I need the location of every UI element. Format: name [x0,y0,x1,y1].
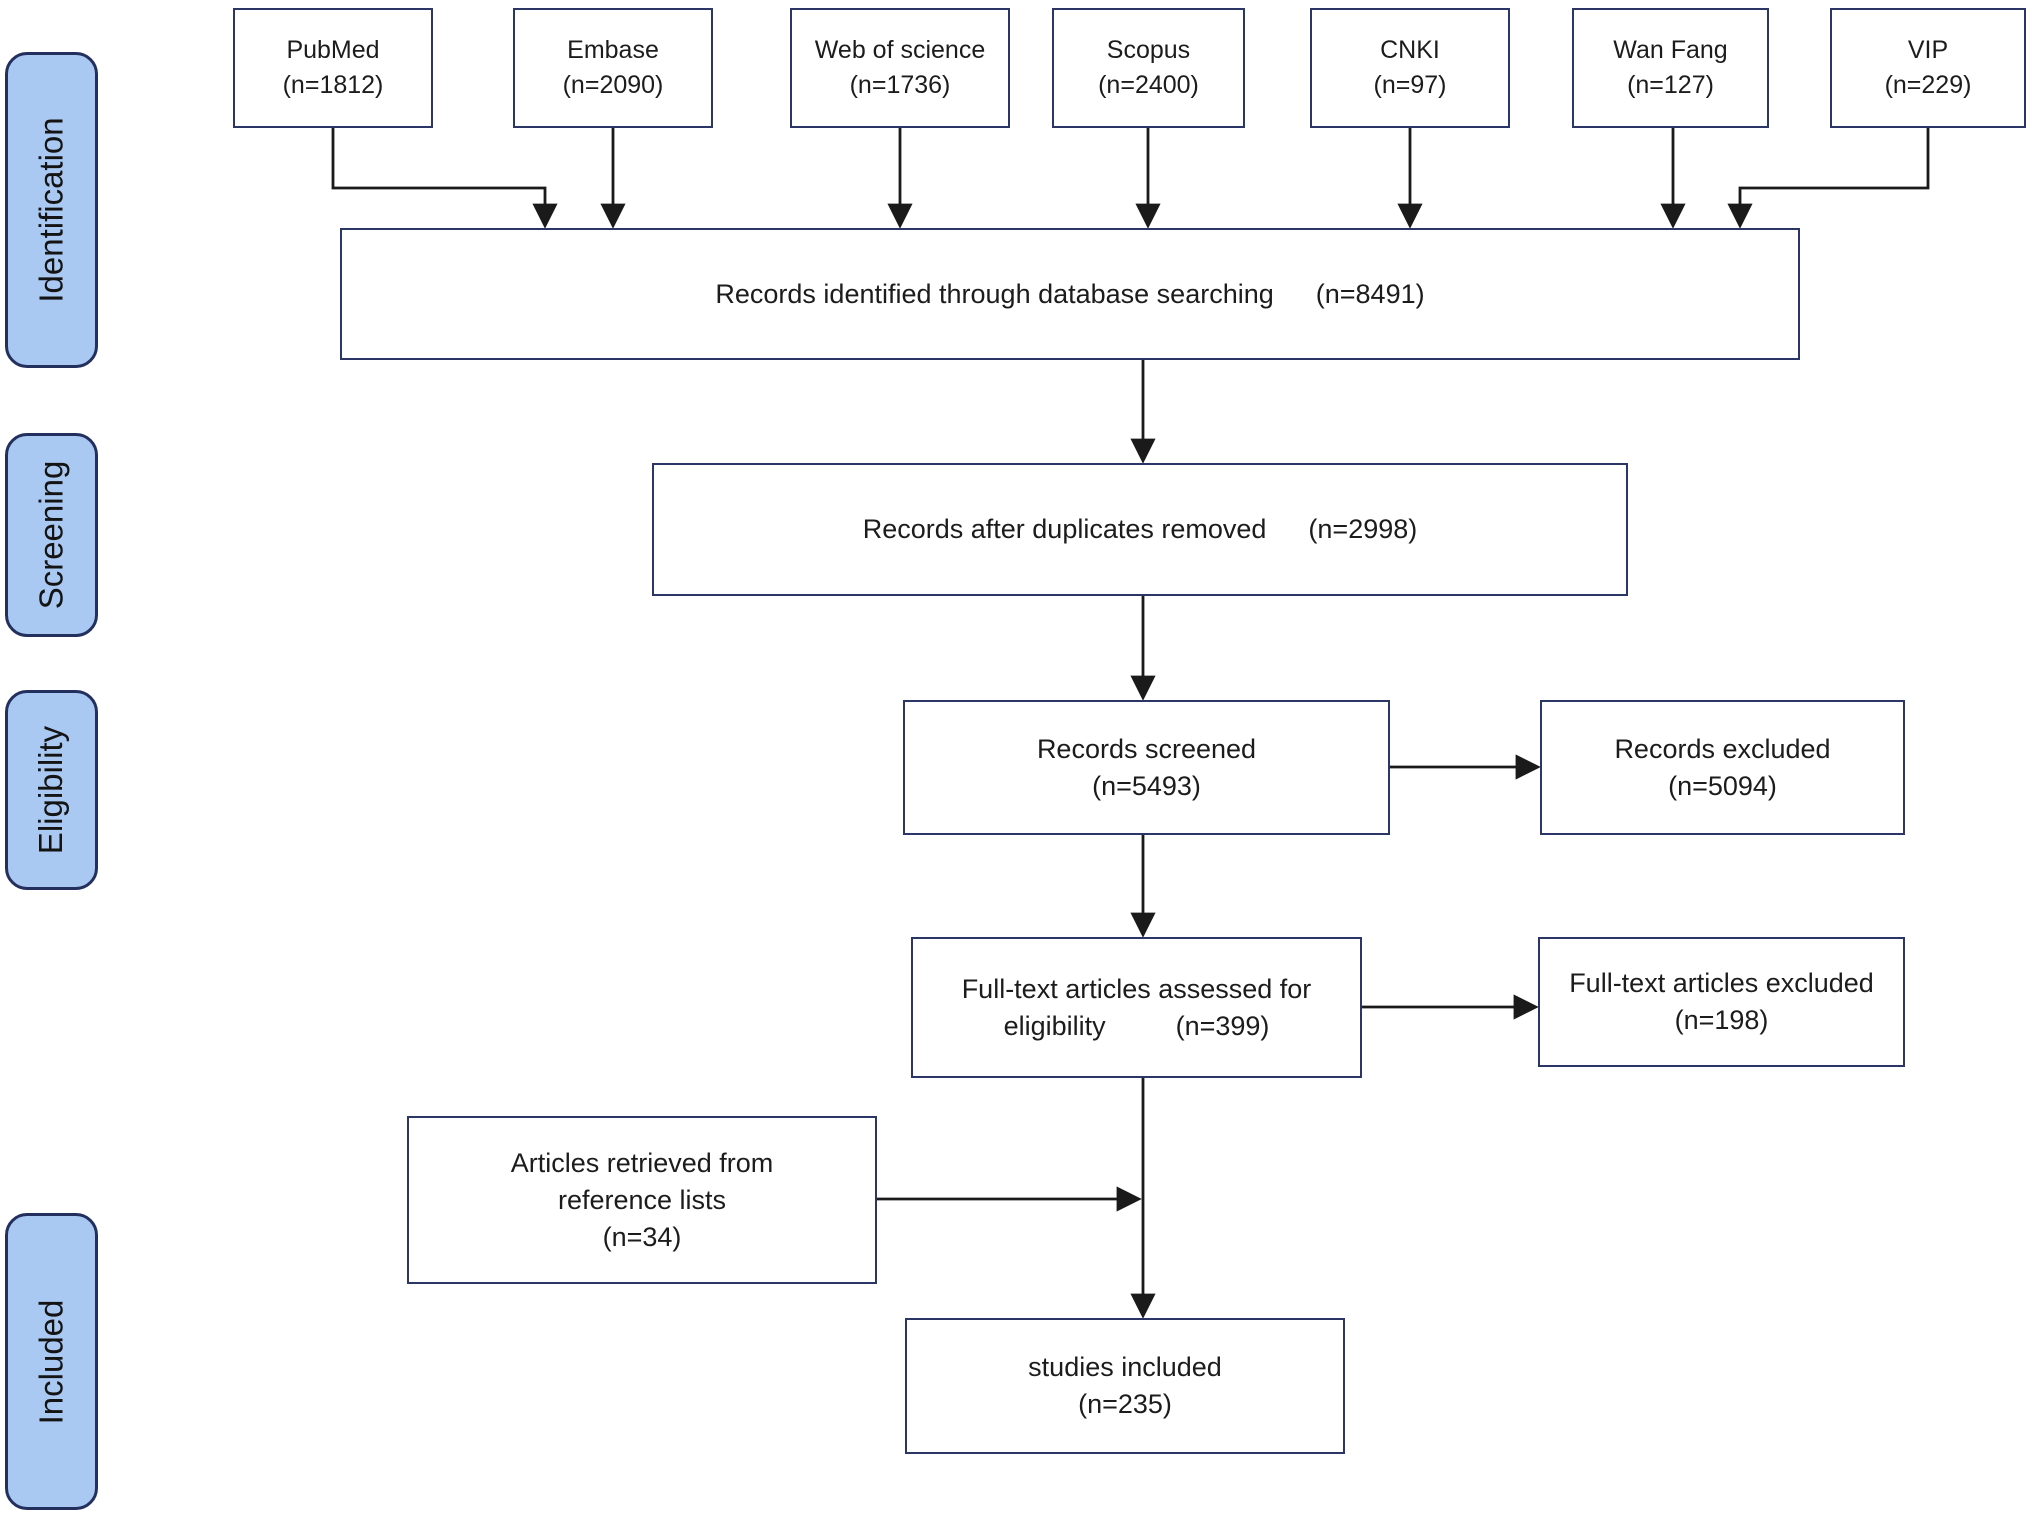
source-box-pubmed [233,8,433,128]
fulltext-excluded-count: (n=198) [1674,1005,1769,1035]
source-count: (n=1736) [849,71,951,99]
fulltext-assessed-count: (n=399) [1175,1010,1270,1041]
fulltext-assessed-line2: eligibility [1003,1010,1106,1041]
source-count: (n=2090) [562,71,664,99]
source-count: (n=229) [1884,71,1972,99]
duplicates-removed-label: Records after duplicates removed [862,514,1267,544]
fulltext-assessed-line1: Full-text articles assessed for [961,973,1312,1004]
box-records-identified [340,228,1800,360]
records-identified-label: Records identified through database searching [715,278,1274,309]
records-screened-label: Records screened [1036,733,1257,764]
records-excluded-label: Records excluded [1614,733,1831,764]
stage-eligibility [5,690,98,890]
source-name: Scopus [1106,36,1191,64]
studies-included-count: (n=235) [1078,1389,1172,1419]
source-name: CNKI [1380,36,1440,64]
reference-lists-count: (n=34) [602,1221,682,1252]
box-records-excluded [1540,700,1905,835]
stage-screening-label: Screening [32,460,70,610]
stage-included [5,1213,98,1510]
box-reference-lists [407,1116,877,1284]
studies-included-label: studies included [1028,1352,1222,1382]
box-fulltext-excluded [1538,937,1905,1067]
source-box-wanfang [1572,8,1769,128]
fulltext-excluded-label: Full-text articles excluded [1569,968,1874,998]
source-box-web-of-science [790,8,1010,128]
source-name: Web of science [814,36,986,64]
source-count: (n=127) [1627,71,1714,99]
arrow-vip-to-identified [1740,128,1928,225]
stage-included-label: Included [32,1299,70,1424]
box-records-screened [903,700,1390,835]
reference-lists-line1: Articles retrieved from [510,1147,774,1178]
box-fulltext-assessed [911,937,1362,1078]
source-name: VIP [1907,36,1949,64]
source-count: (n=97) [1373,71,1447,99]
box-duplicates-removed [652,463,1628,596]
source-name: PubMed [286,36,380,64]
source-count: (n=2400) [1098,71,1199,99]
reference-lists-line2: reference lists [557,1184,727,1215]
source-name: Embase [567,36,659,64]
source-name: Wan Fang [1613,36,1728,64]
box-studies-included [905,1318,1345,1454]
records-excluded-count: (n=5094) [1668,770,1777,801]
source-box-cnki [1310,8,1510,128]
stage-identification [5,52,98,368]
records-screened-count: (n=5493) [1092,770,1201,801]
stage-eligibility-label: Eligibility [32,725,70,855]
duplicates-removed-count: (n=2998) [1308,514,1418,544]
stage-screening [5,433,98,637]
source-count: (n=1812) [282,71,384,99]
arrow-pubmed-to-identified [333,128,545,225]
source-box-scopus [1052,8,1245,128]
records-identified-count: (n=8491) [1315,278,1425,309]
source-box-embase [513,8,713,128]
stage-identification-label: Identification [32,117,70,303]
source-box-vip [1830,8,2026,128]
